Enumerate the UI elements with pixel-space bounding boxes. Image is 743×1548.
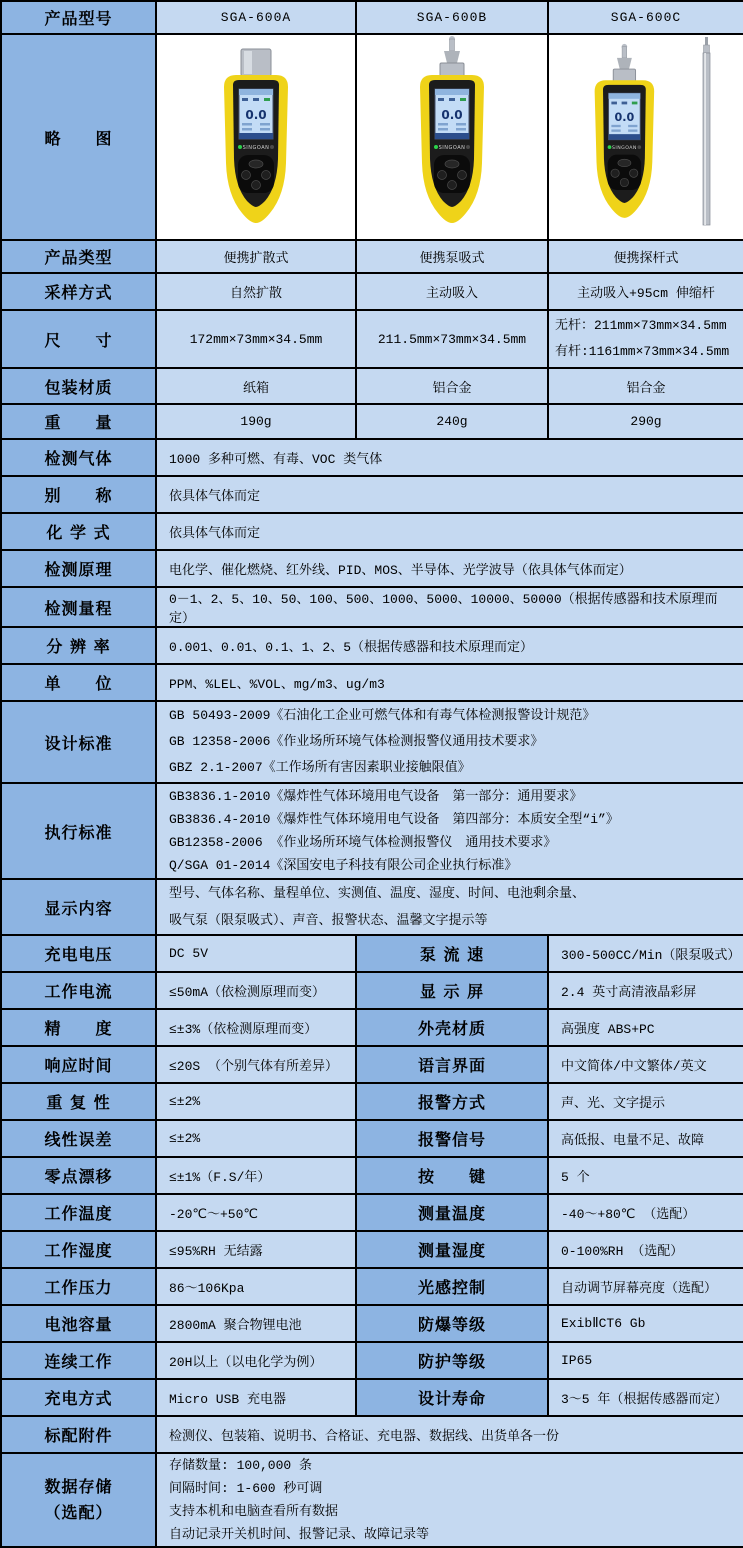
status-led	[238, 145, 242, 149]
display-content-line: 吸气泵（限泵吸式）、声音、报警状态、温馨文字提示等	[169, 913, 488, 928]
accuracy-label: 精 度	[1, 1009, 156, 1046]
product-type-c: 便携探杆式	[548, 240, 743, 273]
alarm-signal-value: 高低报、电量不足、故障	[548, 1120, 743, 1157]
working-humidity-row	[1, 1231, 743, 1268]
brand-label: SINGOAN	[438, 145, 466, 151]
measure-temperature-label: 测量温度	[356, 1194, 548, 1231]
working-temperature-row	[1, 1194, 743, 1231]
data-storage-line: 支持本机和电脑查看所有数据	[169, 1504, 339, 1519]
working-pressure-value: 86～106Kpa	[156, 1268, 356, 1305]
zero-drift-value: ≤±1%（F.S/年）	[156, 1157, 356, 1194]
brand-label: SINGOAN	[242, 145, 270, 151]
working-current-value: ≤50mA（依检测原理而变）	[156, 972, 356, 1009]
explosion-proof-value: ExibⅡCT6 Gb	[548, 1305, 743, 1342]
design-standard-line: GBZ 2.1-2007《工作场所有害因素职业接触限值》	[169, 760, 471, 775]
data-storage-line: 自动记录开关机时间、报警记录、故障记录等	[169, 1527, 430, 1542]
detection-range-row	[1, 587, 743, 627]
charging-voltage-label: 充电电压	[1, 935, 156, 972]
light-control-label: 光感控制	[356, 1268, 548, 1305]
detected-gas-row	[1, 439, 743, 476]
data-storage-value	[156, 1453, 743, 1547]
charging-method-row	[1, 1379, 743, 1416]
repeatability-value: ≤±2%	[156, 1083, 356, 1120]
dimensions-c-line1: 无杆：211mm×73mm×34.5mm	[555, 318, 727, 333]
detection-range-value: 0－1、2、5、10、50、100、500、1000、5000、10000、50000（根据传感器和技术原理而定）	[156, 587, 743, 627]
linearity-error-value: ≤±2%	[156, 1120, 356, 1157]
repeatability-row	[1, 1083, 743, 1120]
response-time-label: 响应时间	[1, 1046, 156, 1083]
working-humidity-label: 工作湿度	[1, 1231, 156, 1268]
standard-accessories-value: 检测仪、包装箱、说明书、合格证、充电器、数据线、出货单各一份	[156, 1416, 743, 1453]
execution-standard-line: GB3836.4-2010《爆炸性气体环境用电气设备 第四部分：本质安全型“i”》	[169, 812, 619, 827]
shell-material-label: 外壳材质	[356, 1009, 548, 1046]
working-temperature-label: 工作温度	[1, 1194, 156, 1231]
execution-standard-line: GB3836.1-2010《爆炸性气体环境用电气设备 第一部分：通用要求》	[169, 789, 583, 804]
charging-voltage-row	[1, 935, 743, 972]
working-current-row	[1, 972, 743, 1009]
weight-c: 290g	[548, 404, 743, 439]
response-time-value: ≤20S （个别气体有所差异）	[156, 1046, 356, 1083]
pump-flow-label: 泵 流 速	[356, 935, 548, 972]
dimensions-label: 尺 寸	[1, 310, 156, 368]
sampling-method-a: 自然扩散	[156, 273, 356, 310]
sampling-method-label: 采样方式	[1, 273, 156, 310]
display-content-row	[1, 879, 743, 935]
display-content-line: 型号、气体名称、量程单位、实测值、温度、湿度、时间、电池剩余量、	[169, 886, 586, 901]
detected-gas-value: 1000 多种可燃、有毒、VOC 类气体	[156, 439, 743, 476]
charging-voltage-value: DC 5V	[156, 935, 356, 972]
weight-row	[1, 404, 743, 439]
alarm-signal-label: 报警信号	[356, 1120, 548, 1157]
continuous-work-value: 20H以上（以电化学为例）	[156, 1342, 356, 1379]
working-pressure-label: 工作压力	[1, 1268, 156, 1305]
display-screen-value: 2.4 英寸高清液晶彩屏	[548, 972, 743, 1009]
standard-accessories-label: 标配附件	[1, 1416, 156, 1453]
accuracy-value: ≤±3%（依检测原理而变）	[156, 1009, 356, 1046]
unit-label: 单 位	[1, 664, 156, 701]
shell-material-value: 高强度 ABS+PC	[548, 1009, 743, 1046]
data-storage-line: 间隔时间: 1-600 秒可调	[169, 1481, 323, 1496]
protection-rating-label: 防护等级	[356, 1342, 548, 1379]
status-led	[608, 145, 612, 149]
pump-flow-value: 300-500CC/Min（限泵吸式）	[548, 935, 743, 972]
sketch-label: 略 图	[1, 34, 156, 240]
product-type-label: 产品类型	[1, 240, 156, 273]
repeatability-label: 重 复 性	[1, 1083, 156, 1120]
device-illustration-sga-600b	[372, 35, 532, 235]
zero-drift-label: 零点漂移	[1, 1157, 156, 1194]
dimensions-row	[1, 310, 743, 368]
telescopic-probe-rod	[703, 37, 710, 225]
detection-principle-row	[1, 550, 743, 587]
packaging-material-b: 铝合金	[356, 368, 548, 404]
working-pressure-row	[1, 1268, 743, 1305]
execution-standard-row	[1, 783, 743, 879]
product-photo-sga-600b	[356, 34, 548, 240]
unit-row	[1, 664, 743, 701]
data-storage-label-line2: （选配）	[44, 1503, 113, 1522]
chemical-formula-label: 化 学 式	[1, 513, 156, 550]
status-led	[434, 145, 438, 149]
battery-capacity-label: 电池容量	[1, 1305, 156, 1342]
display-content-value	[156, 879, 743, 935]
design-life-value: 3～5 年（根据传感器而定）	[548, 1379, 743, 1416]
execution-standard-label: 执行标准	[1, 783, 156, 879]
alias-row	[1, 476, 743, 513]
dimensions-a: 172mm×73mm×34.5mm	[156, 310, 356, 368]
packaging-material-c: 铝合金	[548, 368, 743, 404]
product-photo-sga-600a	[156, 34, 356, 240]
buttons-value: 5 个	[548, 1157, 743, 1194]
chemical-formula-row	[1, 513, 743, 550]
display-content-label: 显示内容	[1, 879, 156, 935]
light-control-value: 自动调节屏幕亮度（选配）	[548, 1268, 743, 1305]
power-icon	[637, 145, 641, 149]
continuous-work-label: 连续工作	[1, 1342, 156, 1379]
product-photo-sga-600c	[548, 34, 743, 240]
response-time-row	[1, 1046, 743, 1083]
working-temperature-value: -20℃～+50℃	[156, 1194, 356, 1231]
sampling-method-c: 主动吸入+95cm 伸缩杆	[548, 273, 743, 310]
dimensions-c-line2: 有杆:1161mm×73mm×34.5mm	[555, 344, 730, 359]
screen-reading: 0.0	[614, 111, 635, 125]
product-type-b: 便携泵吸式	[356, 240, 548, 273]
power-icon	[270, 145, 274, 149]
alarm-mode-value: 声、光、文字提示	[548, 1083, 743, 1120]
weight-a: 190g	[156, 404, 356, 439]
power-icon	[466, 145, 470, 149]
device-illustration-sga-600c	[556, 35, 736, 235]
unit-value: PPM、%LEL、%VOL、mg/m3、ug/m3	[156, 664, 743, 701]
charging-method-value: Micro USB 充电器	[156, 1379, 356, 1416]
linearity-error-label: 线性误差	[1, 1120, 156, 1157]
alias-value: 依具体气体而定	[156, 476, 743, 513]
data-storage-label-line1: 数据存储	[44, 1477, 113, 1496]
alias-label: 别 称	[1, 476, 156, 513]
execution-standard-value	[156, 783, 743, 879]
battery-capacity-row	[1, 1305, 743, 1342]
design-standard-line: GB 50493-2009《石油化工企业可燃气体和有毒气体检测报警设计规范》	[169, 708, 596, 723]
protection-rating-value: IP65	[548, 1342, 743, 1379]
weight-b: 240g	[356, 404, 548, 439]
dimensions-c	[548, 310, 743, 368]
measure-humidity-label: 测量湿度	[356, 1231, 548, 1268]
execution-standard-line: Q/SGA 01-2014《深国安电子科技有限公司企业执行标准》	[169, 858, 518, 873]
zero-drift-row	[1, 1157, 743, 1194]
detection-principle-label: 检测原理	[1, 550, 156, 587]
explosion-proof-label: 防爆等级	[356, 1305, 548, 1342]
buttons-label: 按 键	[356, 1157, 548, 1194]
design-standard-label: 设计标准	[1, 701, 156, 783]
accuracy-row	[1, 1009, 743, 1046]
data-storage-row	[1, 1453, 743, 1547]
language-ui-value: 中文简体/中文繁体/英文	[548, 1046, 743, 1083]
charging-method-label: 充电方式	[1, 1379, 156, 1416]
data-storage-label	[1, 1453, 156, 1547]
working-humidity-value: ≤95%RH 无结露	[156, 1231, 356, 1268]
detection-range-label: 检测量程	[1, 587, 156, 627]
device-illustration-sga-600a	[176, 35, 336, 235]
sampling-method-b: 主动吸入	[356, 273, 548, 310]
design-standard-line: GB 12358-2006《作业场所环境气体检测报警仪通用技术要求》	[169, 734, 544, 749]
packaging-material-row	[1, 368, 743, 404]
product-model-label: 产品型号	[1, 1, 156, 34]
measure-temperature-value: -40～+80℃ （选配）	[548, 1194, 743, 1231]
detection-principle-value: 电化学、催化燃烧、红外线、PID、MOS、半导体、光学波导（依具体气体而定）	[156, 550, 743, 587]
model-name-c: SGA-600C	[548, 1, 743, 34]
execution-standard-line: GB12358-2006 《作业场所环境气体检测报警仪 通用技术要求》	[169, 835, 557, 850]
working-current-label: 工作电流	[1, 972, 156, 1009]
display-screen-label: 显 示 屏	[356, 972, 548, 1009]
header-row	[1, 1, 743, 34]
chemical-formula-value: 依具体气体而定	[156, 513, 743, 550]
language-ui-label: 语言界面	[356, 1046, 548, 1083]
continuous-work-row	[1, 1342, 743, 1379]
alarm-mode-label: 报警方式	[356, 1083, 548, 1120]
product-type-a: 便携扩散式	[156, 240, 356, 273]
dimensions-b: 211.5mm×73mm×34.5mm	[356, 310, 548, 368]
standard-accessories-row	[1, 1416, 743, 1453]
battery-capacity-value: 2800mA 聚合物锂电池	[156, 1305, 356, 1342]
measure-humidity-value: 0-100%RH （选配）	[548, 1231, 743, 1268]
sampling-method-row	[1, 273, 743, 310]
screen-reading: 0.0	[245, 108, 267, 122]
model-name-a: SGA-600A	[156, 1, 356, 34]
design-life-label: 设计寿命	[356, 1379, 548, 1416]
weight-label: 重 量	[1, 404, 156, 439]
resolution-value: 0.001、0.01、0.1、1、2、5（根据传感器和技术原理而定）	[156, 627, 743, 664]
packaging-material-a: 纸箱	[156, 368, 356, 404]
model-name-b: SGA-600B	[356, 1, 548, 34]
resolution-label: 分 辨 率	[1, 627, 156, 664]
design-standard-value	[156, 701, 743, 783]
brand-label: SINGOAN	[611, 146, 637, 152]
sketch-row	[1, 34, 743, 240]
data-storage-line: 存储数量: 100,000 条	[169, 1458, 313, 1473]
packaging-material-label: 包装材质	[1, 368, 156, 404]
resolution-row	[1, 627, 743, 664]
linearity-error-row	[1, 1120, 743, 1157]
design-standard-row	[1, 701, 743, 783]
screen-reading: 0.0	[441, 108, 463, 122]
product-type-row	[1, 240, 743, 273]
detected-gas-label: 检测气体	[1, 439, 156, 476]
